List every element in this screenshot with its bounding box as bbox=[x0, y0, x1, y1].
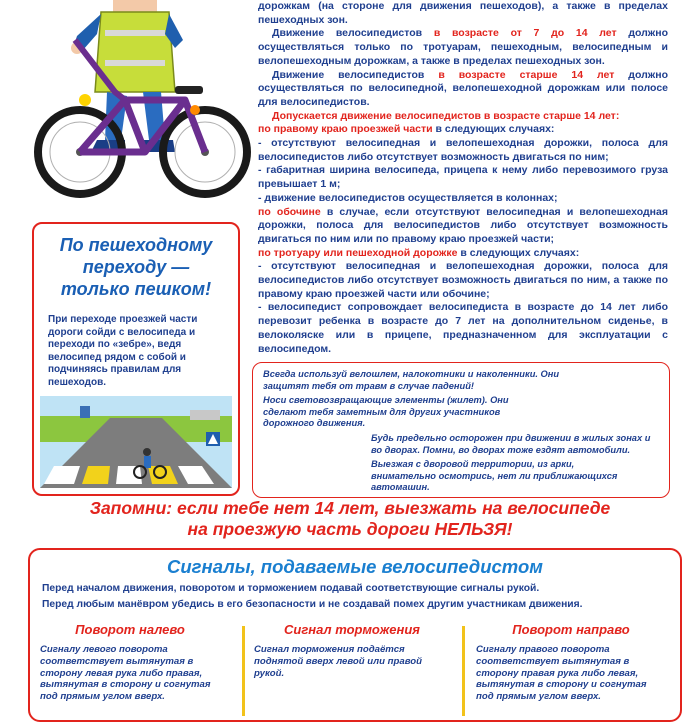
remember-warning bbox=[0, 498, 700, 540]
right-turn-text: Сигналу правого поворота соответствует вытянутая в сторону правая рука либо левая, вытянутая в сторону и согнутая под прямым углом вверх. bbox=[476, 644, 647, 703]
left-turn-title: Поворот налево bbox=[75, 622, 185, 637]
rules-paragraph: Движение велосипедистов в возрасте старше 14 лет должно осуществляться по велосипедной, велопешеходной дорожкам или полосе для велосипедистов. bbox=[258, 68, 668, 108]
signals-panel bbox=[28, 548, 682, 722]
rules-paragraph: дорожкам (на стороне для движения пешеходов), а также в пределах пешеходных зон. bbox=[258, 0, 668, 26]
safety-tip: Выезжая с дворовой территории, из арки, внимательно осмотрись, нет ли приближающихся автомашин. bbox=[371, 459, 618, 492]
rules-item: - габаритная ширина велосипеда, прицепа к нему либо перевозимого груза превышает 1 м; bbox=[258, 164, 668, 191]
remember-line: Запомни: если тебе нет 14 лет, выезжать на велосипеде bbox=[89, 498, 611, 518]
rules-paragraph: по правому краю проезжей части в следующих случаях: bbox=[258, 123, 555, 136]
signals-title: Сигналы, подаваемые велосипедистом bbox=[167, 556, 543, 577]
rules-item: - движение велосипедистов осуществляется в колоннах; bbox=[258, 191, 558, 204]
divider bbox=[242, 626, 245, 716]
signals-intro: Перед любым манёвром убедись в его безопасности и не создавай помех другим участникам движения. bbox=[42, 599, 583, 610]
crossing-title bbox=[34, 234, 238, 300]
crossing-title-line: только пешком! bbox=[60, 279, 212, 299]
safety-tip: Носи световозвращающие элементы (жилет). Они сделают тебя заметным для других участников дорожного движения. bbox=[263, 395, 509, 428]
brake-signal-title: Сигнал торможения bbox=[284, 622, 420, 637]
rules-paragraph: Движение велосипедистов в возрасте от 7 до 14 лет должно осуществляться только по тротуарам, пешеходным, велосипедным и велопешеходным дорожкам, а также в пределах пешеходных зон. bbox=[258, 27, 669, 67]
crossing-panel bbox=[32, 222, 240, 496]
safety-tip: Всегда используй велошлем, налокотники и наколенники. Они защитят тебя от травм в случае падений! bbox=[263, 369, 560, 391]
crosswalk-scene-image bbox=[40, 396, 232, 488]
remember-line: на проезжую часть дороги НЕЛЬЗЯ! bbox=[187, 519, 513, 539]
crossing-description: При переходе проезжей части дороги сойди с велосипеда и переходи по «зебре», ведя велосипед рядом с собой и подчиняясь правилам для пешеходов. bbox=[48, 314, 198, 388]
rules-item: - отсутствуют велосипедная и велопешеходная дорожки, полоса для велосипедистов либо отсутствует возможность двигаться по ним; bbox=[258, 137, 668, 163]
rules-item: - отсутствуют велосипедная и велопешеходная дорожки, полоса для велосипедистов либо отсутствует возможность двигаться по ним, а также по правому краю проезжей части или обочине; bbox=[258, 260, 668, 300]
crossing-title-line: По пешеходному bbox=[59, 235, 213, 255]
brake-signal-text: Сигнал торможения подаётся поднятой вверх левой или правой рукой. bbox=[254, 644, 422, 679]
bicycle-illustration bbox=[25, 0, 255, 200]
rules-paragraph: по обочине в случае, если отсутствуют велосипедная и велопешеходная дорожки, полоса для велосипедистов либо отсутствует возможность двигаться по ним или по правому краю проезжей части; bbox=[258, 205, 668, 245]
safety-tip: Будь предельно осторожен при движении в жилых зонах и во дворах. Помни, во дворах тоже ездят автомобили. bbox=[371, 433, 651, 455]
signals-intro: Перед началом движения, поворотом и торможением подавай соответствующие сигналы рукой. bbox=[42, 583, 540, 594]
rules-heading: Допускается движение велосипедистов в возрасте старше 14 лет: bbox=[272, 109, 620, 122]
crossing-title-line: переходу — bbox=[82, 257, 190, 277]
safety-tips-panel bbox=[252, 362, 670, 498]
rules-item: - велосипедист сопровождает велосипедиста в возрасте до 14 лет либо перевозит ребенка в возрасте до 7 лет на дополнительном сиденье, в велоколяске или в прицепе, предназначенном для эксплуатации с велосипедом. bbox=[258, 301, 668, 355]
rules-paragraph: по тротуару или пешеходной дорожке в следующих случаях: bbox=[258, 246, 580, 259]
right-turn-title: Поворот направо bbox=[512, 622, 630, 637]
left-turn-text: Сигналу левого поворота соответствует вытянутая в сторону левая рука либо правая, вытянутая в сторону и согнутая под прямым углом вверх. bbox=[40, 644, 211, 703]
divider bbox=[462, 626, 465, 716]
cycling-rules-text bbox=[258, 0, 668, 356]
